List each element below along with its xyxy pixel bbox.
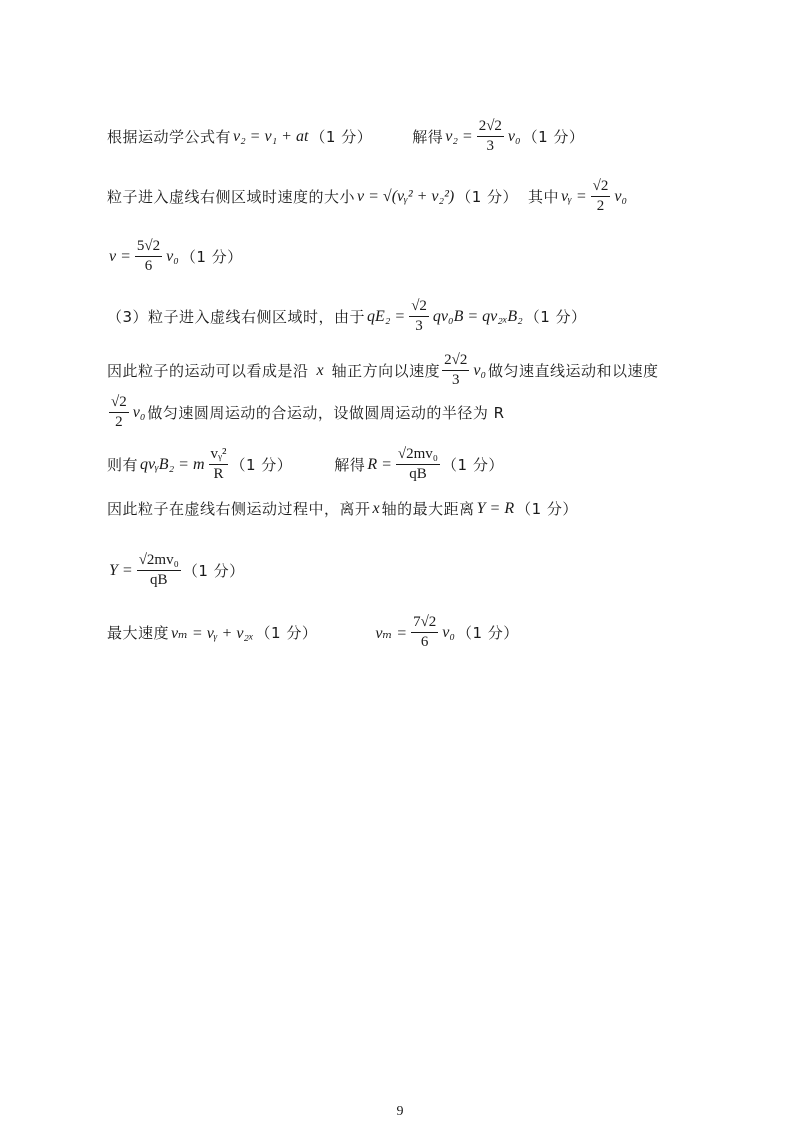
line-3 [107,238,243,275]
denominator: 6 [144,258,153,274]
fraction [591,178,611,215]
equation-left: v₂ = [445,127,473,145]
equation-left: qE₂ = [367,307,406,325]
score: （1 分） [522,128,585,146]
score: （1 分） [255,624,318,642]
numerator: √2 [591,178,611,197]
equation-left: Y = [109,561,133,579]
equation-left: vₘ = [375,624,408,642]
denominator: 3 [415,318,423,334]
equation: vₘ = vᵧ + v₂ₓ [171,624,254,642]
score: （1 分） [180,248,243,266]
equation-right: v₀ [442,623,455,641]
denominator: 3 [452,372,460,388]
equation-right: v₀ [132,403,146,421]
score: （1 分） [524,308,587,326]
variable-x: x [372,499,380,517]
fraction [396,446,440,483]
equation: v = √(vᵧ² + v₂²) [357,187,455,205]
equation-left: R = [367,455,392,473]
text: 最大速度 [107,624,170,642]
text: 根据运动学公式有 [107,128,232,146]
line-4 [107,298,587,335]
fraction [442,352,469,389]
fraction [137,552,181,589]
fraction [135,238,162,275]
fraction [477,118,504,155]
text: 解得 [334,456,366,474]
numerator: √2 [109,394,129,413]
equation-right: v₀ [614,187,628,205]
equation-left: qvᵧB₂ = m [140,455,205,473]
text: 则有 [107,456,139,474]
text: 因此粒子的运动可以看成是沿 [107,362,309,380]
numerator: 7√2 [411,614,438,633]
line-7 [107,446,504,483]
line-9 [107,552,245,589]
equation-right: v₀ [507,127,521,145]
denominator: qB [150,572,168,588]
denominator: 2 [596,198,605,214]
line-1 [107,118,584,155]
text: （3）粒子进入虚线右侧区域时，由于 [107,308,366,326]
text: 因此粒子在虚线右侧运动过程中，离开 [107,500,371,518]
numerator: √2 [409,298,429,317]
line-8 [107,498,578,519]
score: （1 分） [456,624,519,642]
denominator: qB [409,466,427,482]
numerator: 2√2 [442,352,469,371]
line-10 [107,614,519,651]
fraction [409,298,429,335]
fraction [209,446,229,483]
text: 轴的最大距离 [381,500,475,518]
text: 粒子进入虚线右侧区域时速度的大小 [107,188,356,206]
numerator: 5√2 [135,238,162,257]
equation-left: v = [109,247,131,265]
page-number: 9 [396,1104,404,1119]
line-2 [107,178,629,215]
text: 解得 [412,128,444,146]
text: 其中 [528,188,560,206]
equation-right: v₀ [473,361,487,379]
denominator: 6 [420,634,429,650]
numerator: 2√2 [477,118,504,137]
score: （1 分） [182,562,245,580]
denominator: R [213,466,224,482]
fraction [109,394,129,431]
text: 做匀速直线运动和以速度 [488,362,659,380]
equation-left: vᵧ = [561,187,587,205]
equation-right: qv₀B = qv₂ₓB₂ [432,307,523,325]
denominator: 3 [486,138,495,154]
equation: Y = R [476,499,515,517]
denominator: 2 [115,414,123,430]
score: （1 分） [456,188,519,206]
text: 轴正方向以速度 [331,362,441,380]
score: （1 分） [442,456,504,474]
line-6 [107,394,505,431]
score: （1 分） [230,456,293,474]
equation-right: v₀ [166,247,179,265]
variable-x: x [316,361,324,379]
score: （1 分） [310,128,373,146]
numerator: √2mv₀ [396,446,440,465]
numerator: √2mv₀ [137,552,181,571]
score: （1 分） [516,500,578,518]
text: 做匀速圆周运动的合运动，设做圆周运动的半径为 R [147,404,505,422]
equation: v₂ = v₁ + at [233,127,309,145]
fraction [411,614,438,651]
numerator: vᵧ² [209,446,229,465]
line-5 [107,352,659,389]
